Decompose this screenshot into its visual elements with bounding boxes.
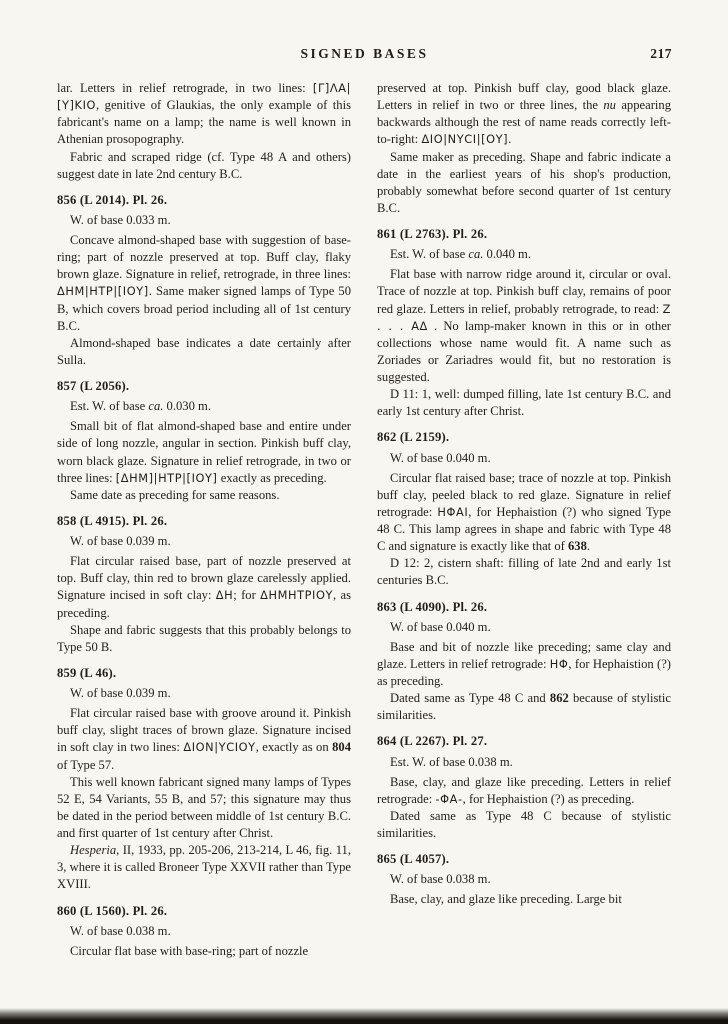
measurement-line: W. of base 0.040 m. — [390, 450, 491, 465]
paragraph: Base and bit of nozzle like preceding; same clay and glaze. Letters in relief retrograde: ΗΦ, for Hephaistion (?) as preceding. — [377, 639, 671, 688]
paragraph: Flat circular raised base, part of nozzle preserved at top. Buff clay, thin red to brown glaze carelessly applied. Signature incised in soft clay: ΔΗ; for ΔΗΜΗΤΡΙΟΥ, as preceding. — [57, 554, 351, 620]
entry-heading: 862 (L 2159). — [377, 430, 450, 445]
paragraph: Hesperia, II, 1933, pp. 205-206, 213-214, L 46, fig. 11, 3, where it is called Broneer Type XXVII rather than Type XVIII. — [57, 843, 351, 892]
page-number: 217 — [650, 46, 672, 61]
paragraph: Shape and fabric suggests that this probably belongs to Type 50 B. — [57, 622, 351, 654]
right-column — [377, 80, 671, 976]
paragraph-continuation: preserved at top. Pinkish buff clay, good black glaze. Letters in relief in two or three lines, the nu appearing backwards although the rest of name reads correctly left-to-right: ΔΙΟ|ΝΥCΙ|[ΟΥ]. — [377, 81, 671, 147]
paragraph: Small bit of flat almond-shaped base and entire under side of long nozzle, angular in section. Pinkish buff clay, worn black glaze. Signature in relief retrograde, in two or three lines: [ΔΗΜ]|ΗΤΡ|[ΙΟΥ] exactly as preceding. — [57, 419, 351, 485]
entry-heading: 865 (L 4057). — [377, 852, 450, 867]
scan-edge-artifact — [0, 1008, 728, 1024]
entry-heading: 864 (L 2267). Pl. 27. — [377, 734, 488, 749]
paragraph: Circular flat base with base-ring; part of nozzle — [70, 943, 309, 958]
measurement-line: Est. W. of base 0.038 m. — [390, 754, 513, 769]
measurement-line: W. of base 0.033 m. — [70, 212, 171, 227]
two-column-text — [57, 80, 672, 976]
measurement-line: Est. W. of base ca. 0.030 m. — [70, 399, 211, 414]
entry-heading: 861 (L 2763). Pl. 26. — [377, 227, 488, 241]
entry-heading: 857 (L 2056). — [57, 379, 130, 393]
paragraph: D 12: 2, cistern shaft: filling of late 2nd and early 1st centuries B.C. — [377, 556, 671, 588]
measurement-line: W. of base 0.039 m. — [70, 534, 171, 548]
entry-heading: 858 (L 4915). Pl. 26. — [57, 513, 168, 528]
measurement-line: W. of base 0.040 m. — [390, 619, 491, 634]
paragraph: Base, clay, and glaze like preceding. Letters in relief retrograde: -ΦΑ-, for Hephaistion (?) as preceding. — [377, 774, 671, 806]
left-column — [57, 80, 351, 976]
paragraph: D 11: 1, well: dumped filling, late 1st century B.C. and early 1st century after Christ. — [377, 387, 671, 419]
paragraph: Flat base with narrow ridge around it, circular or oval. Trace of nozzle at top. Pinkish buff clay, remains of poor red glaze. Letters in relief, probably retrograde, to read: Z . . . ΑΔ . No lamp-maker known in this or in other collections whose name would fit. A name such as Zoriades or Zariadres would fit, but no restoration is suggested. — [377, 267, 671, 384]
entry-heading: 860 (L 1560). Pl. 26. — [57, 903, 168, 918]
paragraph: Base, clay, and glaze like preceding. Large bit — [390, 892, 622, 907]
measurement-line: W. of base 0.038 m. — [70, 923, 171, 938]
measurement-line: W. of base 0.038 m. — [390, 872, 491, 887]
measurement-line: W. of base 0.039 m. — [70, 686, 171, 700]
paragraph: Dated same as Type 48 C because of stylistic similarities. — [377, 808, 671, 840]
measurement-line: Est. W. of base ca. 0.040 m. — [390, 247, 531, 262]
paragraph: Almond-shaped base indicates a date certainly after Sulla. — [57, 335, 351, 367]
paragraph: Circular flat raised base; trace of nozzle at top. Pinkish buff clay, peeled black to red glaze. Signature in relief retrograde: ΗΦΑΙ, for Hephaistion (?) who signed Type 48 C. This lamp agrees in shape and fabric with Type 48 C and signature is exactly like that of 638. — [377, 470, 671, 554]
paragraph-continuation: lar. Letters in relief retrograde, in two lines: [Γ]ΛΑ|[Υ]ΚΙΟ, genitive of Glaukias, the only example of this fabricant's name on a lamp; the name is well known in Athenian prosopography. — [57, 81, 351, 147]
paragraph: Same maker as preceding. Shape and fabric indicate a date in the earliest years of his shop's production, probably somewhat before second quarter of 1st century B.C. — [377, 149, 671, 215]
running-head — [57, 46, 672, 64]
entry-heading: 863 (L 4090). Pl. 26. — [377, 599, 488, 614]
entry-heading: 856 (L 2014). Pl. 26. — [57, 192, 168, 207]
paragraph: Concave almond-shaped base with suggestion of base-ring; part of nozzle preserved at top. Buff clay, flaky brown glaze. Signature in relief, retrograde, in three lines: ΔΗΜ|ΗΤΡ|[ΙΟΥ]. Same maker signed lamps of Type 50 B, which covers broad period including all of 1st century B.C. — [57, 233, 351, 333]
entry-heading: 859 (L 46). — [57, 665, 117, 680]
paragraph: This well known fabricant signed many lamps of Types 52 E, 54 Variants, 55 B, and 57; this signature may thus be dated in the period between middle of 1st century B.C. and first quarter of 1st century after Christ. — [57, 774, 351, 840]
paragraph: Dated same as Type 48 C and 862 because of stylistic similarities. — [377, 691, 671, 723]
paragraph: Same date as preceding for same reasons. — [70, 487, 280, 502]
paragraph: Flat circular raised base with groove around it. Pinkish buff clay, slight traces of brown glaze. Signature incised in soft clay in two lines: ΔΙΟΝ|ΥCΙΟΥ, exactly as on 804 of Type 57. — [57, 706, 351, 772]
running-head-title: SIGNED BASES — [300, 46, 429, 61]
paragraph: Fabric and scraped ridge (cf. Type 48 A and others) suggest date in late 2nd century B.C. — [57, 149, 351, 181]
